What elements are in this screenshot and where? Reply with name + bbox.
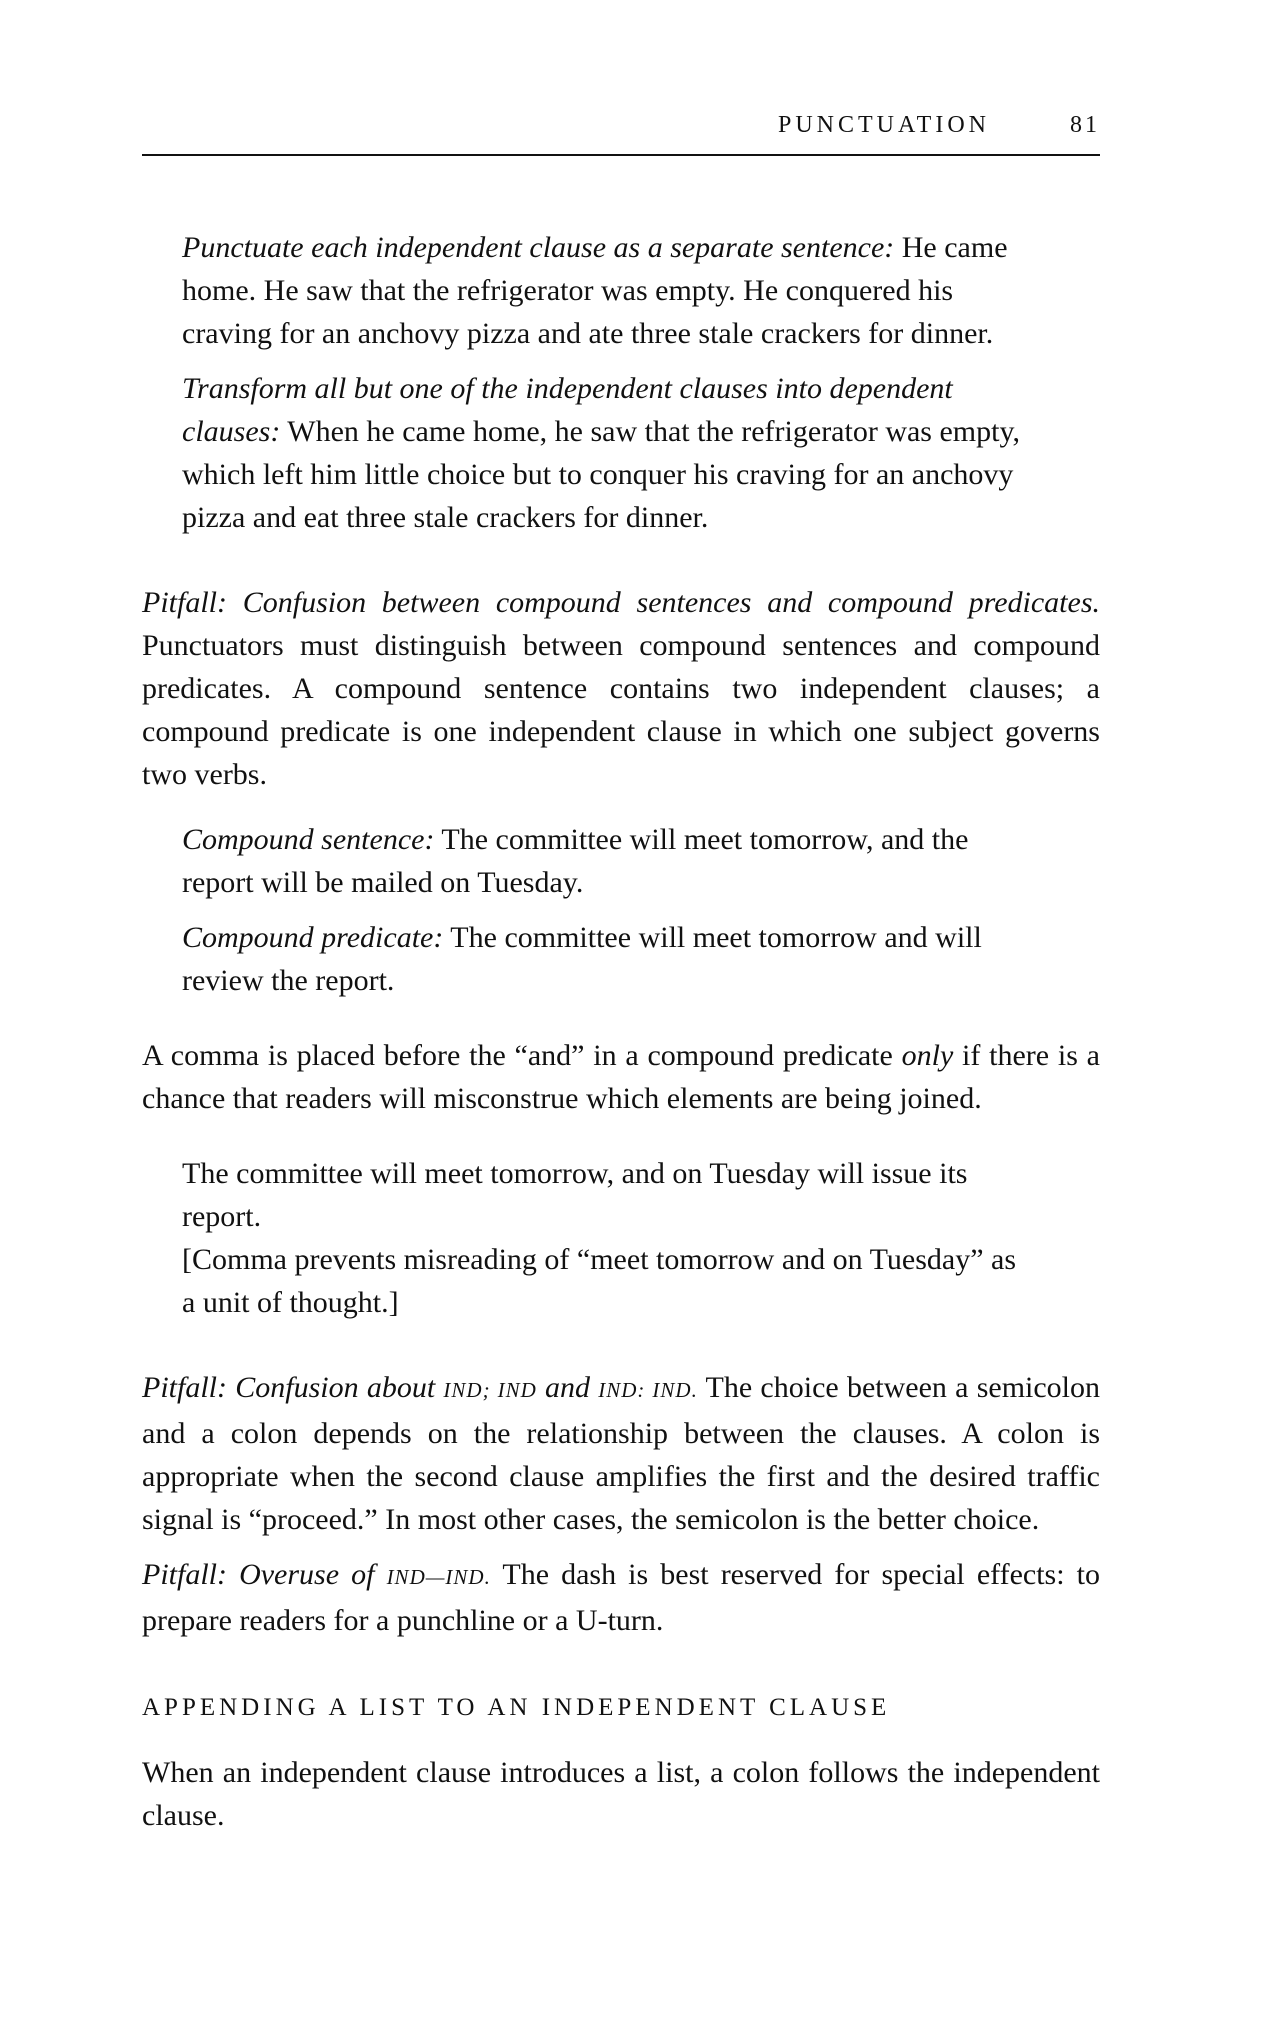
small-caps-term: IND; IND (443, 1378, 537, 1402)
page-header (142, 108, 1100, 156)
pitfall-dash-paragraph (142, 1553, 1100, 1642)
paragraph-text: The dash is best reserved for special effects: to prepare readers for a punchline or a U-turn. (142, 1558, 1100, 1637)
example-sentence: The committee will meet tomorrow, and on Tuesday will issue its report. (182, 1157, 968, 1233)
example-note: [Comma prevents misreading of “meet tomorrow and on Tuesday” as a unit of thought.] (182, 1243, 1016, 1319)
example-text: When he came home, he saw that the refrigerator was empty, which left him little choice but to conquer his craving for an anchovy pizza and eat three stale crackers for dinner. (182, 415, 1021, 534)
small-caps-term: IND: IND. (598, 1378, 698, 1402)
paragraph-text: The choice between a semicolon and a colon depends on the relationship between the clauses. A colon is appropriate when the second clause amplifies the first and the desired traffic signal is “proceed.” In most other cases, the semicolon is the better choice. (142, 1371, 1101, 1536)
page-body (142, 226, 1100, 1837)
example-text: The committee will meet tomorrow, and the report will be mailed on Tuesday. (182, 823, 969, 899)
example-separate-sentences (182, 226, 1032, 355)
pitfall-compound-paragraph (142, 581, 1100, 796)
comma-rule-paragraph (142, 1034, 1100, 1120)
pitfall-label: and (536, 1371, 599, 1404)
paragraph-text: Punctuators must distinguish between compound sentences and compound predicates. A compound sentence contains two independent clauses; a compound predicate is one independent clause in which one subject governs two verbs. (142, 629, 1100, 791)
pitfall-semicolon-colon-paragraph (142, 1366, 1100, 1541)
example-label: Compound predicate: (182, 921, 444, 954)
running-head: PUNCTUATION (778, 112, 990, 138)
paragraph-text: if there is a chance that readers will misconstrue which elements are being joined. (142, 1039, 1100, 1115)
emphasis-text: only (901, 1039, 954, 1072)
example-compound-sentence (182, 818, 1032, 904)
example-label: Compound sentence: (182, 823, 435, 856)
comma-example (182, 1152, 1032, 1324)
example-text: He came home. He saw that the refrigerator was empty. He conquered his craving for an anchovy pizza and ate three stale crackers for dinner. (182, 231, 1008, 350)
example-label: Transform all but one of the independent clauses into dependent clauses: (182, 372, 953, 448)
example-dependent-clauses (182, 367, 1032, 539)
page-number: 81 (1070, 112, 1100, 138)
section-heading: APPENDING A LIST TO AN INDEPENDENT CLAUSE (142, 1694, 891, 1721)
small-caps-term: IND—IND. (386, 1565, 491, 1589)
list-intro-paragraph: When an independent clause introduces a list, a colon follows the independent clause. (142, 1756, 1100, 1832)
pitfall-label: Pitfall: Overuse of (142, 1558, 387, 1591)
pitfall-label: Pitfall: Confusion about (142, 1371, 444, 1404)
example-text: The committee will meet tomorrow and will review the report. (182, 921, 982, 997)
example-label: Punctuate each independent clause as a separate sentence: (182, 231, 895, 264)
pitfall-label: Pitfall: Confusion between compound sentences and compound predicates. (142, 586, 1100, 619)
example-compound-predicate (182, 916, 1032, 1002)
paragraph-text: A comma is placed before the “and” in a compound predicate (142, 1039, 902, 1072)
